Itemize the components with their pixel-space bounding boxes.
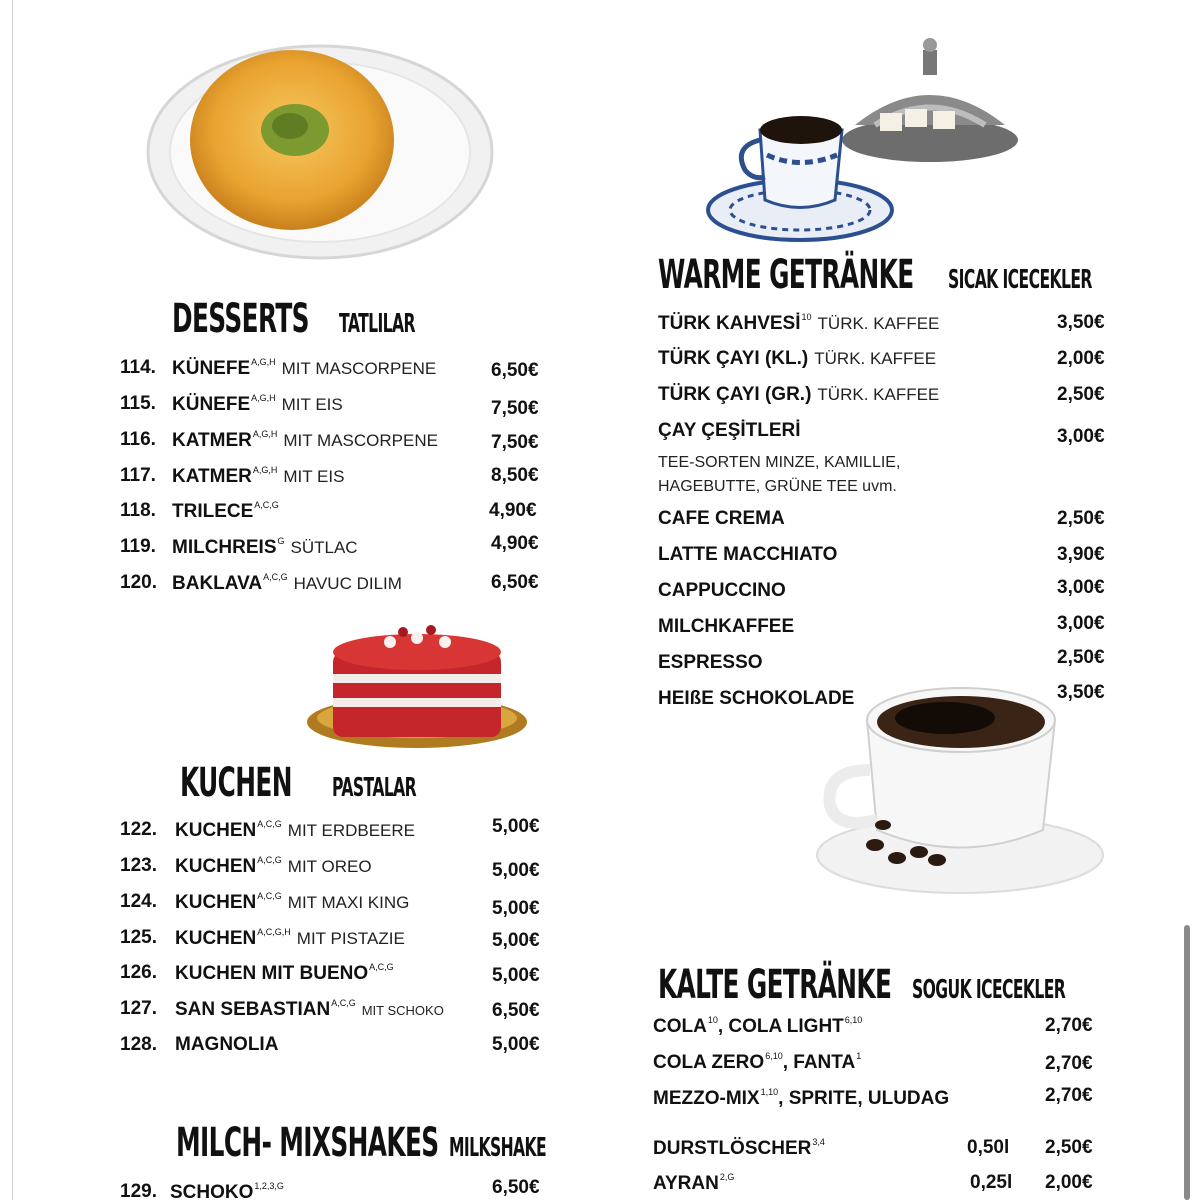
item-description: MIT EIS — [281, 395, 343, 414]
item-price: 3,00€ — [1057, 426, 1105, 447]
item-name: TÜRK ÇAYI (GR.) — [658, 384, 812, 405]
cold-drinks-heading — [658, 962, 1168, 1008]
item-price: 5,00€ — [492, 965, 540, 986]
item-number: 122. — [120, 819, 157, 840]
allergen-codes: 6,10 — [844, 1015, 863, 1025]
allergen-codes: A,C,G — [257, 819, 282, 829]
item-price: 7,50€ — [491, 432, 539, 453]
allergen-codes: A,G,H — [251, 393, 276, 403]
item-description: TÜRK. KAFFEE — [817, 314, 940, 333]
item-number: 115. — [120, 393, 156, 414]
item-description: MIT MASCORPENE — [281, 359, 437, 378]
item-price: 6,50€ — [492, 1000, 540, 1021]
item-name: ÇAY ÇEŞİTLERİ — [658, 420, 801, 441]
item-price: 2,50€ — [1057, 647, 1105, 668]
item-price: 7,50€ — [491, 398, 539, 419]
cold-drinks-title: KALTE GETRÄNKE — [658, 962, 892, 1008]
item-price: 2,50€ — [1057, 384, 1105, 405]
allergen-codes: A,C,G — [331, 998, 356, 1008]
item-number: 124. — [120, 891, 157, 912]
item-price: 6,50€ — [491, 572, 539, 593]
item-price: 6,50€ — [492, 1177, 540, 1198]
item-volume: 0,25l — [970, 1172, 1013, 1193]
item-description: MIT SCHOKO — [361, 1003, 444, 1018]
allergen-codes: A,G,H — [251, 357, 276, 367]
item-price: 4,90€ — [489, 500, 537, 521]
item-name: TÜRK ÇAYI (KL.) — [658, 348, 809, 369]
allergen-codes: 10 — [801, 312, 812, 322]
red-velvet-cake-image — [305, 612, 530, 752]
item-description: MIT OREO — [287, 857, 372, 876]
item-number: 117. — [120, 465, 156, 486]
item-price: 2,50€ — [1057, 508, 1105, 529]
item-name: KUCHEN — [175, 928, 257, 949]
item-price: 5,00€ — [492, 1034, 540, 1055]
item-price: 3,00€ — [1057, 613, 1105, 634]
item-price: 3,50€ — [1057, 682, 1105, 703]
allergen-codes: 10 — [707, 1015, 718, 1025]
item-description: TÜRK. KAFFEE — [817, 385, 940, 404]
item-price: 8,50€ — [491, 465, 539, 486]
desserts-heading — [172, 296, 465, 342]
item-volume: 0,50l — [967, 1137, 1010, 1158]
item-name: , FANTA — [782, 1052, 856, 1073]
allergen-codes: 3,4 — [812, 1137, 825, 1147]
item-price: 3,90€ — [1057, 544, 1105, 565]
allergen-codes: 1 — [856, 1051, 862, 1061]
item-price: 2,00€ — [1057, 348, 1105, 369]
cold-drinks-subtitle: SOGUK ICECEKLER — [912, 975, 1066, 1005]
milkshakes-heading — [176, 1120, 611, 1166]
item-name: TRILECE — [172, 501, 254, 522]
item-name: KUCHEN — [175, 820, 257, 841]
scrollbar-thumb[interactable] — [1184, 925, 1190, 1200]
item-number: 129. — [120, 1181, 157, 1202]
item-number: 125. — [120, 927, 157, 948]
item-name: TÜRK KAHVESİ — [658, 313, 801, 334]
allergen-codes: 2,G — [719, 1172, 735, 1182]
item-number: 126. — [120, 962, 157, 983]
item-name: CAFE CREMA — [658, 508, 785, 529]
item-price: 3,50€ — [1057, 312, 1105, 333]
item-price: 6,50€ — [491, 360, 539, 381]
page-edge-line — [12, 0, 13, 1200]
turkish-coffee-set-image — [705, 35, 1025, 245]
item-number: 127. — [120, 998, 157, 1019]
tea-note-line: HAGEBUTTE, GRÜNE TEE uvm. — [658, 478, 897, 495]
item-price: 2,70€ — [1045, 1085, 1093, 1106]
item-price: 2,70€ — [1045, 1053, 1093, 1074]
item-name: COLA ZERO — [653, 1052, 765, 1073]
kunefe-plate-image — [140, 40, 500, 265]
warm-drinks-heading — [658, 252, 1188, 298]
item-name: HEIßE SCHOKOLADE — [658, 688, 855, 709]
item-price: 4,90€ — [491, 533, 539, 554]
item-name: AYRAN — [653, 1173, 719, 1194]
item-name: CAPPUCCINO — [658, 580, 786, 601]
warm-drinks-title: WARME GETRÄNKE — [658, 252, 914, 298]
item-price: 2,50€ — [1045, 1137, 1093, 1158]
item-description: MIT EIS — [283, 467, 345, 486]
item-name: , SPRITE, ULUDAG — [778, 1088, 950, 1109]
item-name: KUCHEN — [175, 892, 257, 913]
item-description: MIT MAXI KING — [287, 893, 410, 912]
item-name: MILCHKAFFEE — [658, 616, 795, 637]
allergen-codes: 1,2,3,G — [254, 1181, 284, 1191]
item-name: LATTE MACCHIATO — [658, 544, 838, 565]
allergen-codes: A,C,G — [369, 962, 394, 972]
item-name: SAN SEBASTIAN — [175, 999, 331, 1020]
allergen-codes: A,C,G,H — [257, 927, 291, 937]
item-price: 5,00€ — [492, 816, 540, 837]
item-name: , COLA LIGHT — [717, 1016, 844, 1037]
item-name: MEZZO-MIX — [653, 1088, 760, 1109]
item-number: 116. — [120, 429, 156, 450]
item-price: 2,00€ — [1045, 1172, 1093, 1193]
item-name: COLA — [653, 1016, 707, 1037]
allergen-codes: A,G,H — [252, 429, 278, 439]
item-name: DURSTLÖSCHER — [653, 1138, 812, 1159]
coffee-cup-image — [815, 680, 1105, 895]
item-number: 128. — [120, 1034, 157, 1055]
item-description: TÜRK. KAFFEE — [814, 349, 937, 368]
item-description: MIT ERDBEERE — [287, 821, 416, 840]
item-name: MILCHREIS — [172, 537, 277, 558]
item-number: 123. — [120, 855, 157, 876]
allergen-codes: A,C,G — [263, 572, 288, 582]
item-price: 3,00€ — [1057, 577, 1105, 598]
item-name: KATMER — [172, 430, 252, 451]
allergen-codes: A,G,H — [252, 465, 278, 475]
item-price: 5,00€ — [492, 930, 540, 951]
item-name: KATMER — [172, 466, 252, 487]
kuchen-heading — [180, 760, 472, 806]
allergen-codes: 1,10 — [760, 1087, 779, 1097]
item-description: MIT MASCORPENE — [283, 431, 438, 450]
allergen-codes: G — [277, 536, 285, 546]
item-name: MAGNOLIA — [175, 1034, 279, 1055]
item-name: KÜNEFE — [172, 394, 251, 415]
item-name: KUCHEN MIT BUENO — [175, 963, 369, 984]
item-name: SCHOKO — [170, 1182, 254, 1203]
item-description: HAVUC DILIM — [293, 574, 402, 593]
item-price: 5,00€ — [492, 898, 540, 919]
item-price: 2,70€ — [1045, 1015, 1093, 1036]
kuchen-subtitle: PASTALAR — [332, 773, 417, 803]
item-number: 120. — [120, 572, 157, 593]
allergen-codes: A,C,G — [257, 891, 282, 901]
item-number: 119. — [120, 536, 156, 557]
milkshakes-subtitle: MILKSHAKE — [449, 1133, 547, 1163]
item-number: 118. — [120, 500, 156, 521]
tea-note-line: TEE-SORTEN MINZE, KAMILLIE, — [658, 454, 901, 471]
item-number: 114. — [120, 357, 156, 378]
milkshakes-title: MILCH- MIXSHAKES — [176, 1120, 439, 1166]
allergen-codes: A,C,G — [254, 500, 279, 510]
desserts-title: DESSERTS — [172, 296, 309, 342]
kuchen-title: KUCHEN — [180, 760, 292, 806]
item-name: KUCHEN — [175, 856, 257, 877]
allergen-codes: 6,10 — [765, 1051, 783, 1061]
item-description: MIT PISTAZIE — [296, 929, 405, 948]
warm-drinks-subtitle: SICAK ICECEKLER — [948, 265, 1092, 295]
item-name: KÜNEFE — [172, 358, 251, 379]
desserts-subtitle: TATLILAR — [338, 309, 415, 339]
item-price: 5,00€ — [492, 860, 540, 881]
tea-varieties-note — [658, 451, 900, 499]
allergen-codes: A,C,G — [257, 855, 282, 865]
item-name: BAKLAVA — [172, 573, 263, 594]
item-name: ESPRESSO — [658, 652, 763, 673]
item-description: SÜTLAC — [290, 538, 358, 557]
